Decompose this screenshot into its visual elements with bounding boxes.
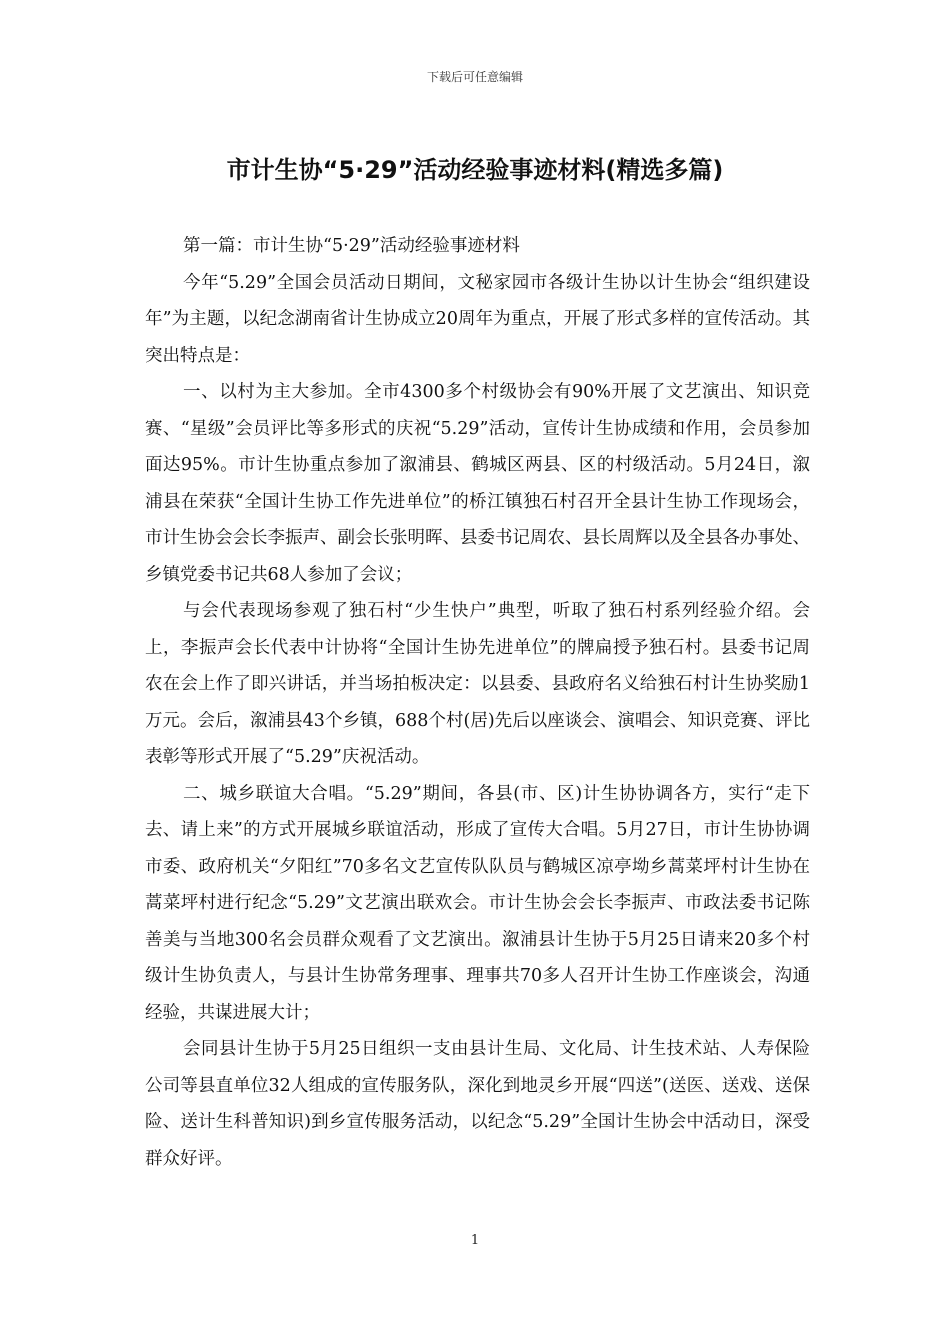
page-number: 1	[470, 1233, 480, 1248]
paragraph-4: 二、城乡联谊大合唱。“5.29”期间，各县(市、区)计生协协调各方，实行“走下去、请上来”的方式开展城乡联谊活动，形成了宣传大合唱。5月27日，市计生协协调市委、政府机关“夕阳红”70多名文艺宣传队队员与鹤城区凉亭坳乡蒿菜坪村计生协在蒿菜坪村进行纪念“5.29”文艺演出联欢会。市计生协会会长李振声、市政法委书记陈善美与当地300名会员群众观看了文艺演出。溆浦县计生协于5月25日请来20多个村级计生协负责人，与县计生协常务理事、理事共70多人召开计生协工作座谈会，沟通经验，共谋进展大计；	[145, 783, 810, 1023]
page-header: 下载后可任意编辑	[426, 70, 523, 84]
paragraph-1: 今年“5.29”全国会员活动日期间，文秘家园市各级计生协以计生协会“组织建设年”为主题，以纪念湖南省计生协成立20周年为重点，开展了形式多样的宣传活动。其突出特点是：	[145, 272, 810, 366]
section-title: 第一篇：市计生协“5·29”活动经验事迹材料	[183, 236, 520, 256]
paragraph-2: 一、以村为主大参加。全市4300多个村级协会有90%开展了文艺演出、知识竞赛、“星级”会员评比等多形式的庆祝“5.29”活动，宣传计生协成绩和作用，会员参加面达95%。市计生协重点参加了溆浦县、鹤城区两县、区的村级活动。5月24日，溆浦县在荣获“全国计生协工作先进单位”的桥江镇独石村召开全县计生协工作现场会，市计生协会会长李振声、副会长张明晖、县委书记周农、县长周辉以及全县各办事处、乡镇党委书记共68人参加了会议；	[145, 382, 810, 585]
document-body	[145, 228, 810, 1177]
paragraph-5: 会同县计生协于5月25日组织一支由县计生局、文化局、计生技术站、人寿保险公司等县直单位32人组成的宣传服务队，深化到地灵乡开展“四送”(送医、送戏、送保险、送计生科普知识)到乡宣传服务活动，以纪念“5.29”全国计生协会中活动日，深受群众好评。	[145, 1039, 810, 1169]
document-title: 市计生协“5·29”活动经验事迹材料(精选多篇)	[226, 156, 724, 184]
paragraph-3: 与会代表现场参观了独石村“少生快户”典型，听取了独石村系列经验介绍。会上，李振声会长代表中计协将“全国计生协先进单位”的牌扁授予独石村。县委书记周农在会上作了即兴讲话，并当场拍板决定：以县委、县政府名义给独石村计生协奖励1万元。会后，溆浦县43个乡镇，688个村(居)先后以座谈会、演唱会、知识竞赛、评比表彰等形式开展了“5.29”庆祝活动。	[145, 601, 810, 767]
